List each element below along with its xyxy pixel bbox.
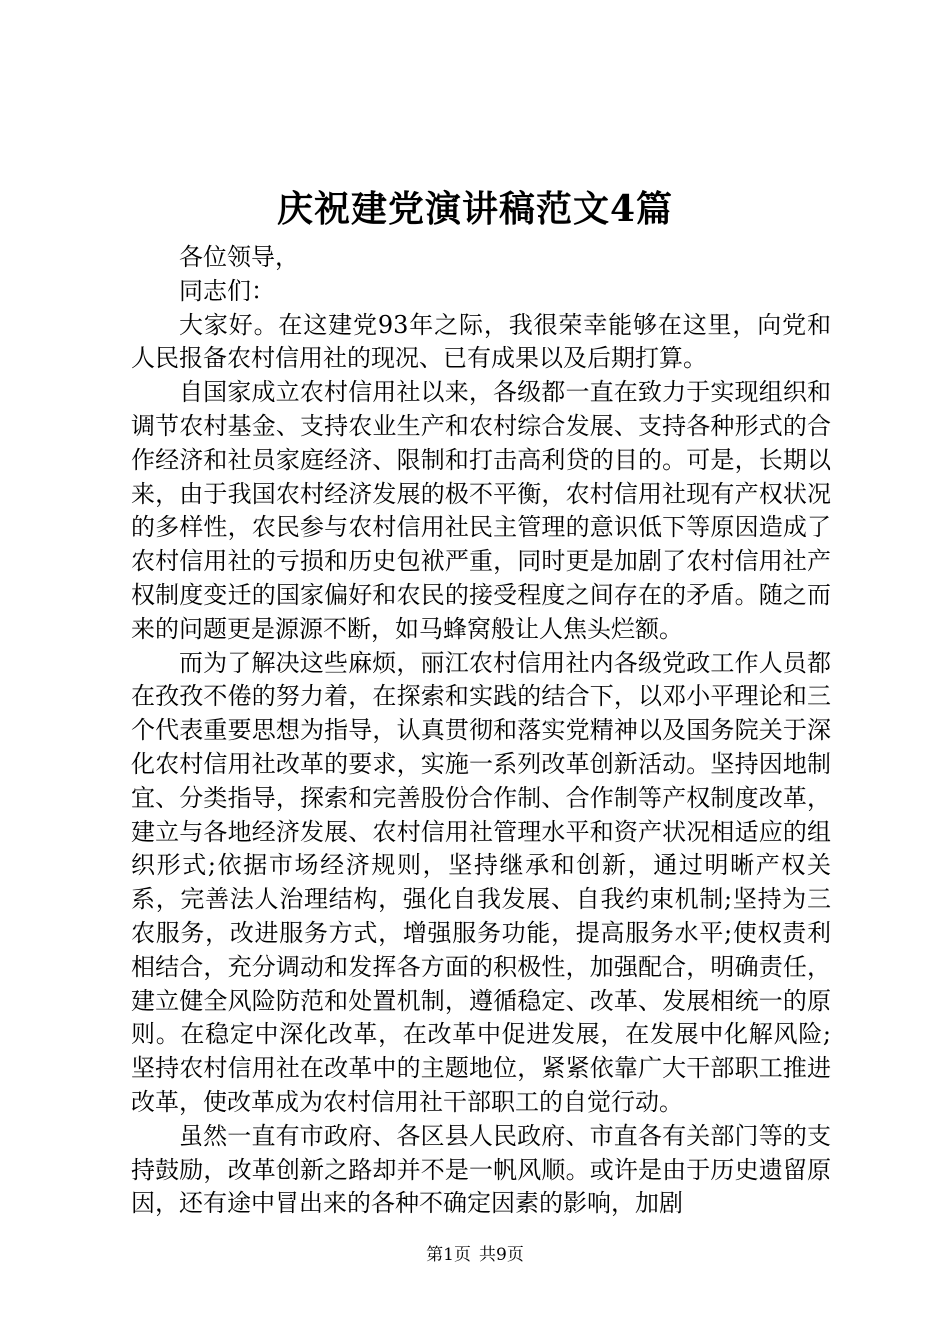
page-footer: [0, 1243, 950, 1267]
salutation-comrades: 同志们：: [179, 276, 275, 305]
paragraph-background: 自国家成立农村信用社以来，各级都一直在致力于实现组织和调节农村基金、支持农业生产和农村综合发展、支持各种形式的合作经济和社员家庭经济、限制和打击高利贷的目的。可是，长期以来，由于我国农村经济发展的极不平衡，农村信用社现有产权状况的多样性，农民参与农村信用社民主管理的意识低下等原因造成了农村信用社的亏损和历史包袱严重，同时更是加剧了农村信用社产权制度变迁的国家偏好和农民的接受程度之间存在的矛盾。随之而来的问题更是源源不断，如马蜂窝般让人焦头烂额。: [131, 378, 831, 643]
paragraph-challenges: 虽然一直有市政府、各区县人民政府、市直各有关部门等的支持鼓励，改革创新之路却并不是一帆风顺。或许是由于历史遗留原因，还有途中冒出来的各种不确定因素的影响，加剧: [131, 1121, 831, 1218]
page-number: 第1页: [426, 1245, 471, 1265]
paragraph-reform: 而为了解决这些麻烦，丽江农村信用社内各级党政工作人员都在孜孜不倦的努力着，在探索和实践的结合下，以邓小平理论和三个代表重要思想为指导，认真贯彻和落实党精神以及国务院关于深化农村信用社改革的要求，实施一系列改革创新活动。坚持因地制宜、分类指导，探索和完善股份合作制、合作制等产权制度改革，建立与各地经济发展、农村信用社管理水平和资产状况相适应的组织形式;依据市场经济规则，坚持继承和创新，通过明晰产权关系，完善法人治理结构，强化自我发展、自我约束机制;坚持为三农服务，改进服务方式，增强服务功能，提高服务水平;使权责利相结合，充分调动和发挥各方面的积极性，加强配合，明确责任，建立健全风险防范和处置机制，遵循稳定、改革、发展相统一的原则。在稳定中深化改革，在改革中促进发展，在发展中化解风险;坚持农村信用社在改革中的主题地位，紧紧依靠广大干部职工推进改革，使改革成为农村信用社干部职工的自觉行动。: [131, 648, 831, 1116]
document-title: 庆祝建党演讲稿范文4篇: [276, 188, 674, 230]
paragraph-greeting: 大家好。在这建党93年之际，我很荣幸能够在这里，向党和人民报备农村信用社的现况、已有成果以及后期打算。: [131, 310, 831, 373]
salutation-leaders: 各位领导，: [179, 243, 299, 271]
page-total: 共9页: [479, 1245, 524, 1265]
document-body: [131, 241, 831, 1221]
